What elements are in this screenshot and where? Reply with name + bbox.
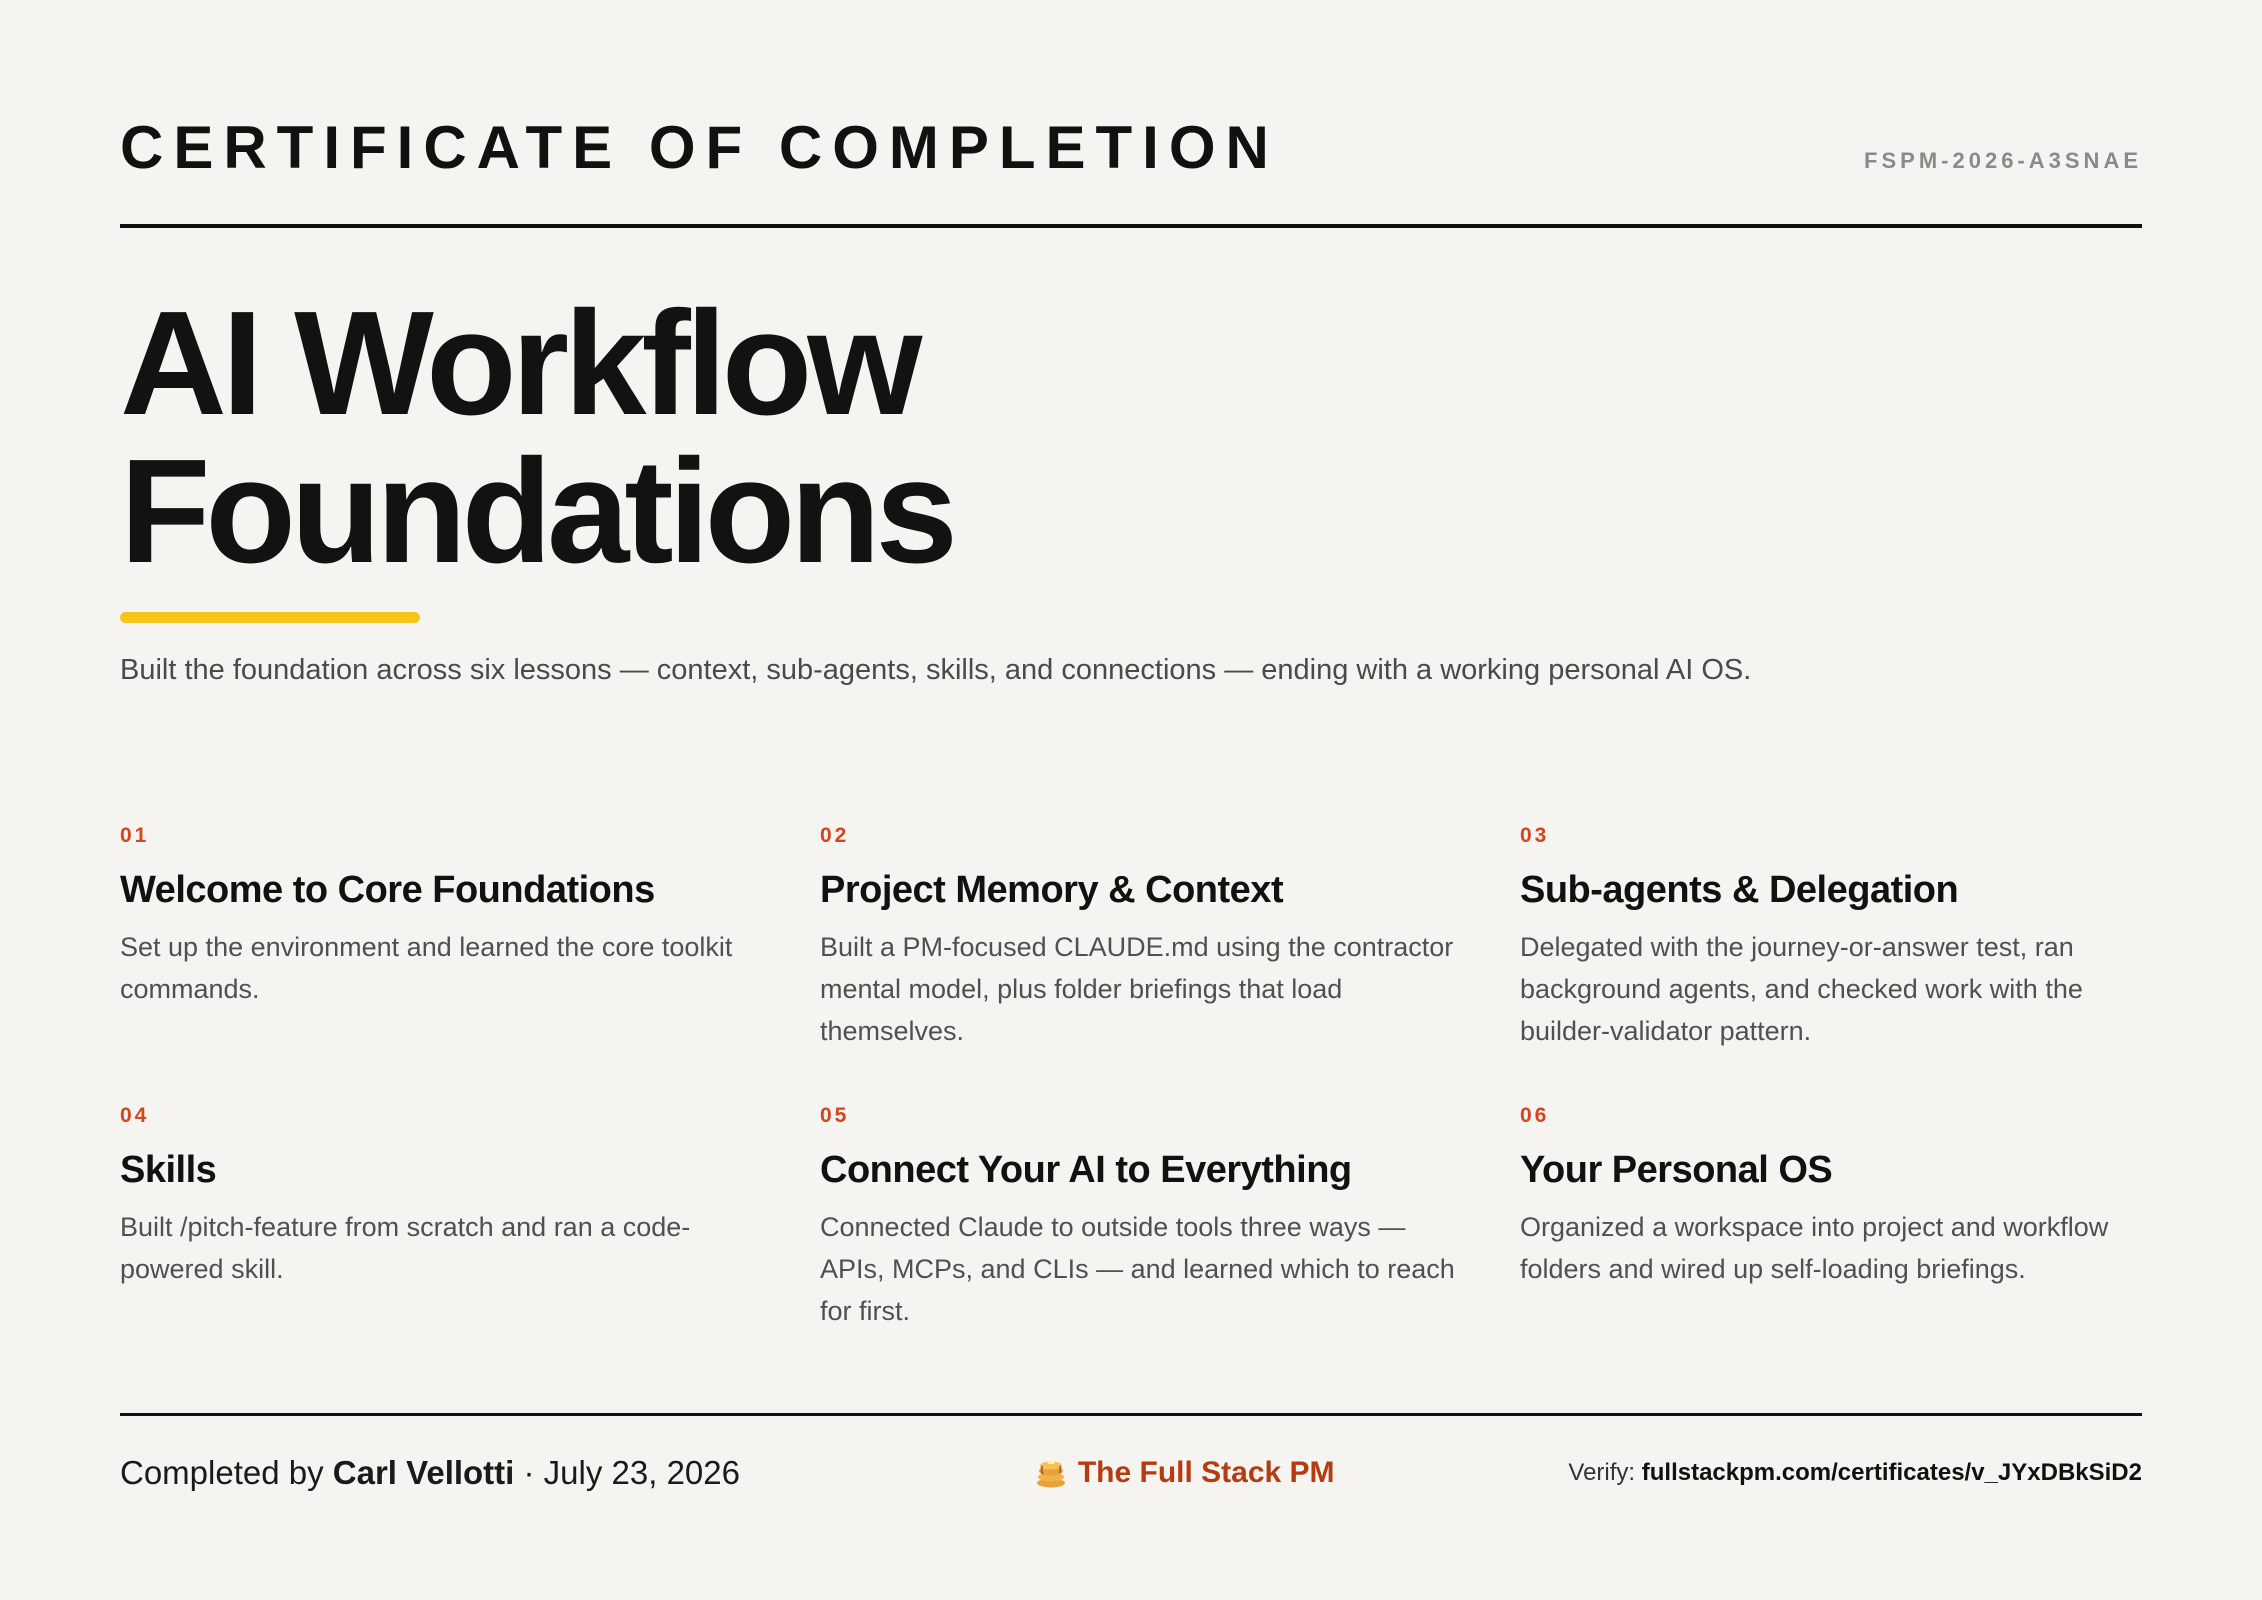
certificate-footer <box>120 1448 2142 1498</box>
lesson-title: Welcome to Core Foundations <box>120 869 655 911</box>
certificate-header <box>120 108 2142 228</box>
lesson-card <box>120 822 820 1102</box>
header-divider <box>120 224 2142 228</box>
course-title: AI Workflow Foundations <box>120 281 953 594</box>
lesson-card <box>1520 822 2142 1102</box>
verify-label: Verify: <box>1568 1459 1642 1486</box>
course-description: Built the foundation across six lessons — context, sub-agents, skills, and connections — ending with a working personal AI OS. <box>120 654 1752 686</box>
completion-line <box>120 1454 740 1492</box>
lesson-title: Connect Your AI to Everything <box>820 1149 1352 1191</box>
lesson-number: 05 <box>820 1104 850 1127</box>
lesson-number: 03 <box>1520 824 1550 847</box>
lesson-number: 02 <box>820 824 850 847</box>
footer-separator: · <box>514 1454 544 1491</box>
brand-logo[interactable] <box>1034 1456 1335 1490</box>
title-accent-bar <box>120 612 420 623</box>
lesson-number: 04 <box>120 1104 150 1127</box>
certificate-title: CERTIFICATE OF COMPLETION <box>120 114 1279 181</box>
lesson-card <box>120 1102 820 1362</box>
lesson-grid <box>120 822 2142 1362</box>
lesson-description: Built a PM-focused CLAUDE.md using the contractor mental model, plus folder briefings that load themselves. <box>820 932 1454 1046</box>
lesson-number: 01 <box>120 824 150 847</box>
lesson-description: Delegated with the journey-or-answer test, ran background agents, and checked work with the builder-validator pattern. <box>1520 932 2083 1046</box>
lesson-description: Set up the environment and learned the core toolkit commands. <box>120 932 733 1004</box>
lesson-title: Sub-agents & Delegation <box>1520 869 1959 911</box>
lesson-card <box>820 1102 1520 1362</box>
completion-date: July 23, 2026 <box>543 1454 740 1491</box>
lesson-card <box>820 822 1520 1102</box>
certificate-id: FSPM-2026-A3SNAE <box>1864 148 2142 173</box>
verify-link[interactable]: fullstackpm.com/certificates/v_JYxDBkSiD2 <box>1641 1459 2142 1486</box>
brand-name: The Full Stack PM <box>1077 1456 1335 1489</box>
lesson-description: Built /pitch-feature from scratch and ran a code-powered skill. <box>120 1212 691 1284</box>
lesson-card <box>1520 1102 2142 1362</box>
pancake-stack-icon <box>1034 1456 1068 1490</box>
lesson-title: Your Personal OS <box>1520 1149 1833 1191</box>
completed-prefix: Completed by <box>120 1454 333 1491</box>
lesson-number: 06 <box>1520 1104 1550 1127</box>
lesson-description: Organized a workspace into project and workflow folders and wired up self-loading briefings. <box>1520 1212 2109 1284</box>
verify-line <box>1568 1459 2142 1487</box>
footer-divider <box>120 1413 2142 1416</box>
lesson-title: Skills <box>120 1149 217 1191</box>
lesson-description: Connected Claude to outside tools three ways — APIs, MCPs, and CLIs — and learned which to reach for first. <box>820 1212 1455 1326</box>
recipient-name: Carl Vellotti <box>332 1454 515 1491</box>
lesson-title: Project Memory & Context <box>820 869 1284 911</box>
